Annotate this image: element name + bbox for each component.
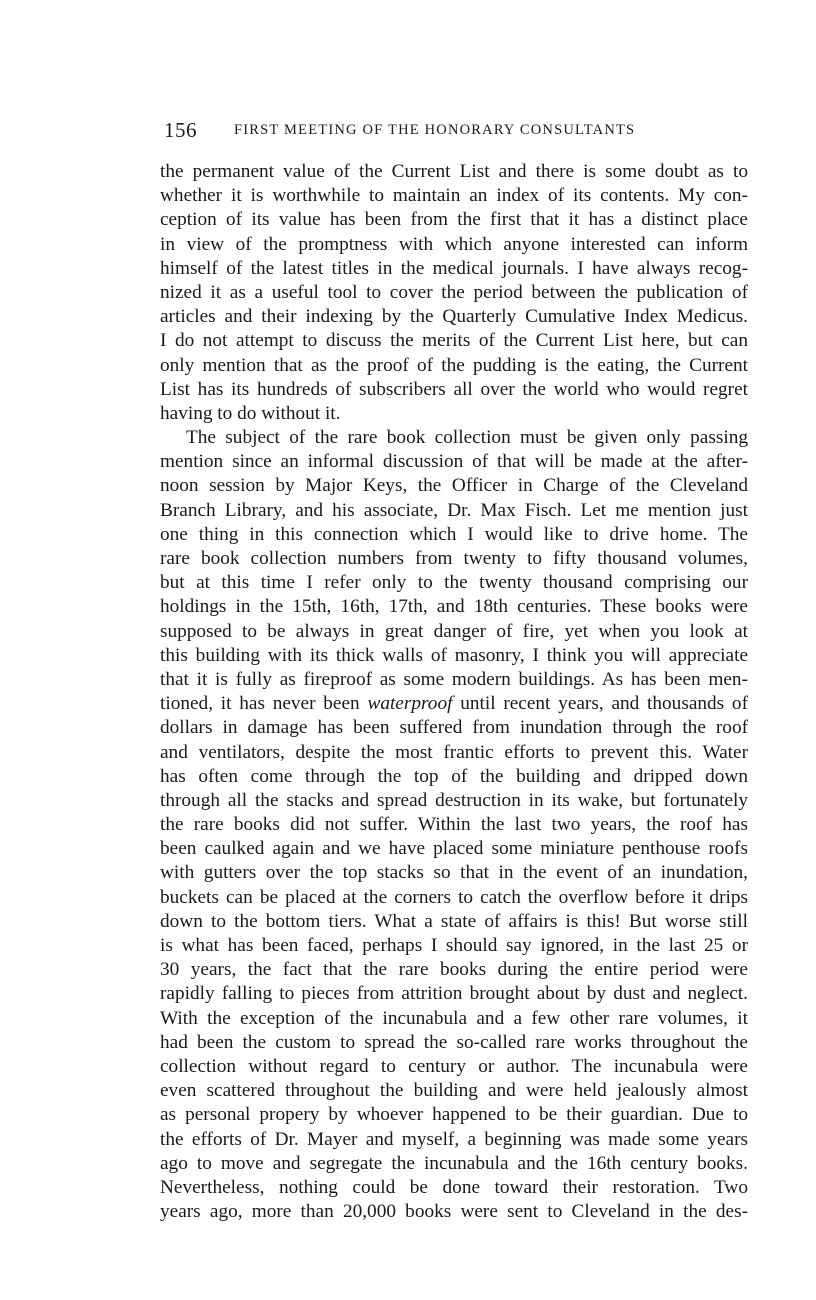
text-line: I do not attempt to discuss the merits of the Current List here, but can	[160, 330, 748, 352]
text-line: the permanent value of the Current List and there is some doubt as to	[160, 161, 748, 182]
text-line: the rare books did not suffer. Within the last two years, the roof has	[160, 814, 748, 836]
text-line: has often come through the top of the building and dripped down	[160, 765, 748, 787]
text-line: rare book collection numbers from twenty to fifty thousand volumes,	[160, 548, 748, 569]
text-line: this building with its thick walls of masonry, I think you will appreciate	[160, 644, 748, 666]
text-line: years ago, more than 20,000 books were sent to Cleveland in the des-	[160, 1201, 748, 1223]
body-text	[160, 160, 748, 1224]
text-line: collection without regard to century or author. The incunabula were	[160, 1055, 748, 1077]
text-line: ception of its value has been from the first that it has a distinct place	[160, 209, 748, 231]
text-line: mention since an informal discussion of that will be made at the after-	[160, 451, 748, 473]
text-line: one thing in this connection which I would like to drive home. The	[160, 523, 748, 545]
text-line: articles and their indexing by the Quarterly Cumulative Index Medicus.	[160, 306, 748, 328]
text-line: through all the stacks and spread destruction in its wake, but fortunately	[160, 789, 748, 811]
text-line: buckets can be placed at the corners to catch the overflow before it drips	[160, 886, 748, 908]
text-line: but at this time I refer only to the twenty thousand comprising our	[160, 572, 748, 594]
text-line: that it is fully as fireproof as some modern buildings. As has been men-	[160, 668, 748, 690]
text-line: supposed to be always in great danger of fire, yet when you look at	[160, 620, 748, 642]
page-header	[164, 118, 760, 142]
text-line: Branch Library, and his associate, Dr. Max Fisch. Let me mention just	[160, 499, 748, 521]
text-line: with gutters over the top stacks so that in the event of an inundation,	[160, 862, 748, 884]
text-line: With the exception of the incunabula and a few other rare volumes, it	[160, 1007, 748, 1029]
text-line: whether it is worthwhile to maintain an index of its contents. My con-	[160, 185, 748, 207]
text-line: dollars in damage has been suffered from inundation through the roof	[160, 717, 748, 739]
text-line: rapidly falling to pieces from attrition brought about by dust and neglect.	[160, 983, 748, 1005]
text-line: as personal propery by whoever happened to be their guardian. Due to	[160, 1104, 748, 1126]
text-line: holdings in the 15th, 16th, 17th, and 18th centuries. These books were	[160, 596, 748, 618]
text-segment: until recent years, and thousands of	[452, 693, 748, 715]
text-line: the efforts of Dr. Mayer and myself, a beginning was made some years	[160, 1128, 748, 1150]
text-line: been caulked again and we have placed some miniature penthouse roofs	[160, 838, 748, 860]
running-head: FIRST MEETING OF THE HONORARY CONSULTANTS	[234, 122, 636, 138]
text-line: List has its hundreds of subscribers all over the world who would regret	[160, 378, 748, 400]
text-line: having to do without it.	[160, 402, 341, 424]
text-line: nized it as a useful tool to cover the period between the publication of	[160, 281, 748, 303]
text-line-with-emphasis	[160, 692, 748, 716]
text-line: 30 years, the fact that the rare books during the entire period were	[160, 959, 748, 981]
text-line: even scattered throughout the building and were held jealously almost	[160, 1080, 748, 1102]
text-line: only mention that as the proof of the pudding is the eating, the Current	[160, 354, 748, 376]
paragraph-first-line: The subject of the rare book collection must be given only passing	[186, 427, 748, 449]
emphasis-waterproof: waterproof	[367, 693, 453, 715]
text-line: and ventilators, despite the most frantic efforts to prevent this. Water	[160, 741, 748, 763]
text-line: Nevertheless, nothing could be done toward their restoration. Two	[160, 1176, 748, 1198]
page-number: 156	[164, 118, 197, 142]
text-line: ago to move and segregate the incunabula and the 16th century books.	[160, 1152, 748, 1174]
text-line: is what has been faced, perhaps I should say ignored, in the last 25 or	[160, 935, 748, 956]
text-line: had been the custom to spread the so-called rare works throughout the	[160, 1031, 748, 1053]
text-line: noon session by Major Keys, the Officer in Charge of the Cleveland	[160, 475, 748, 497]
text-line: down to the bottom tiers. What a state of affairs is this! But worse still	[160, 910, 748, 932]
text-segment: tioned, it has never been	[160, 693, 368, 715]
text-line: himself of the latest titles in the medical journals. I have always recog-	[160, 257, 748, 279]
text-line: in view of the promptness with which anyone interested can inform	[160, 233, 748, 255]
